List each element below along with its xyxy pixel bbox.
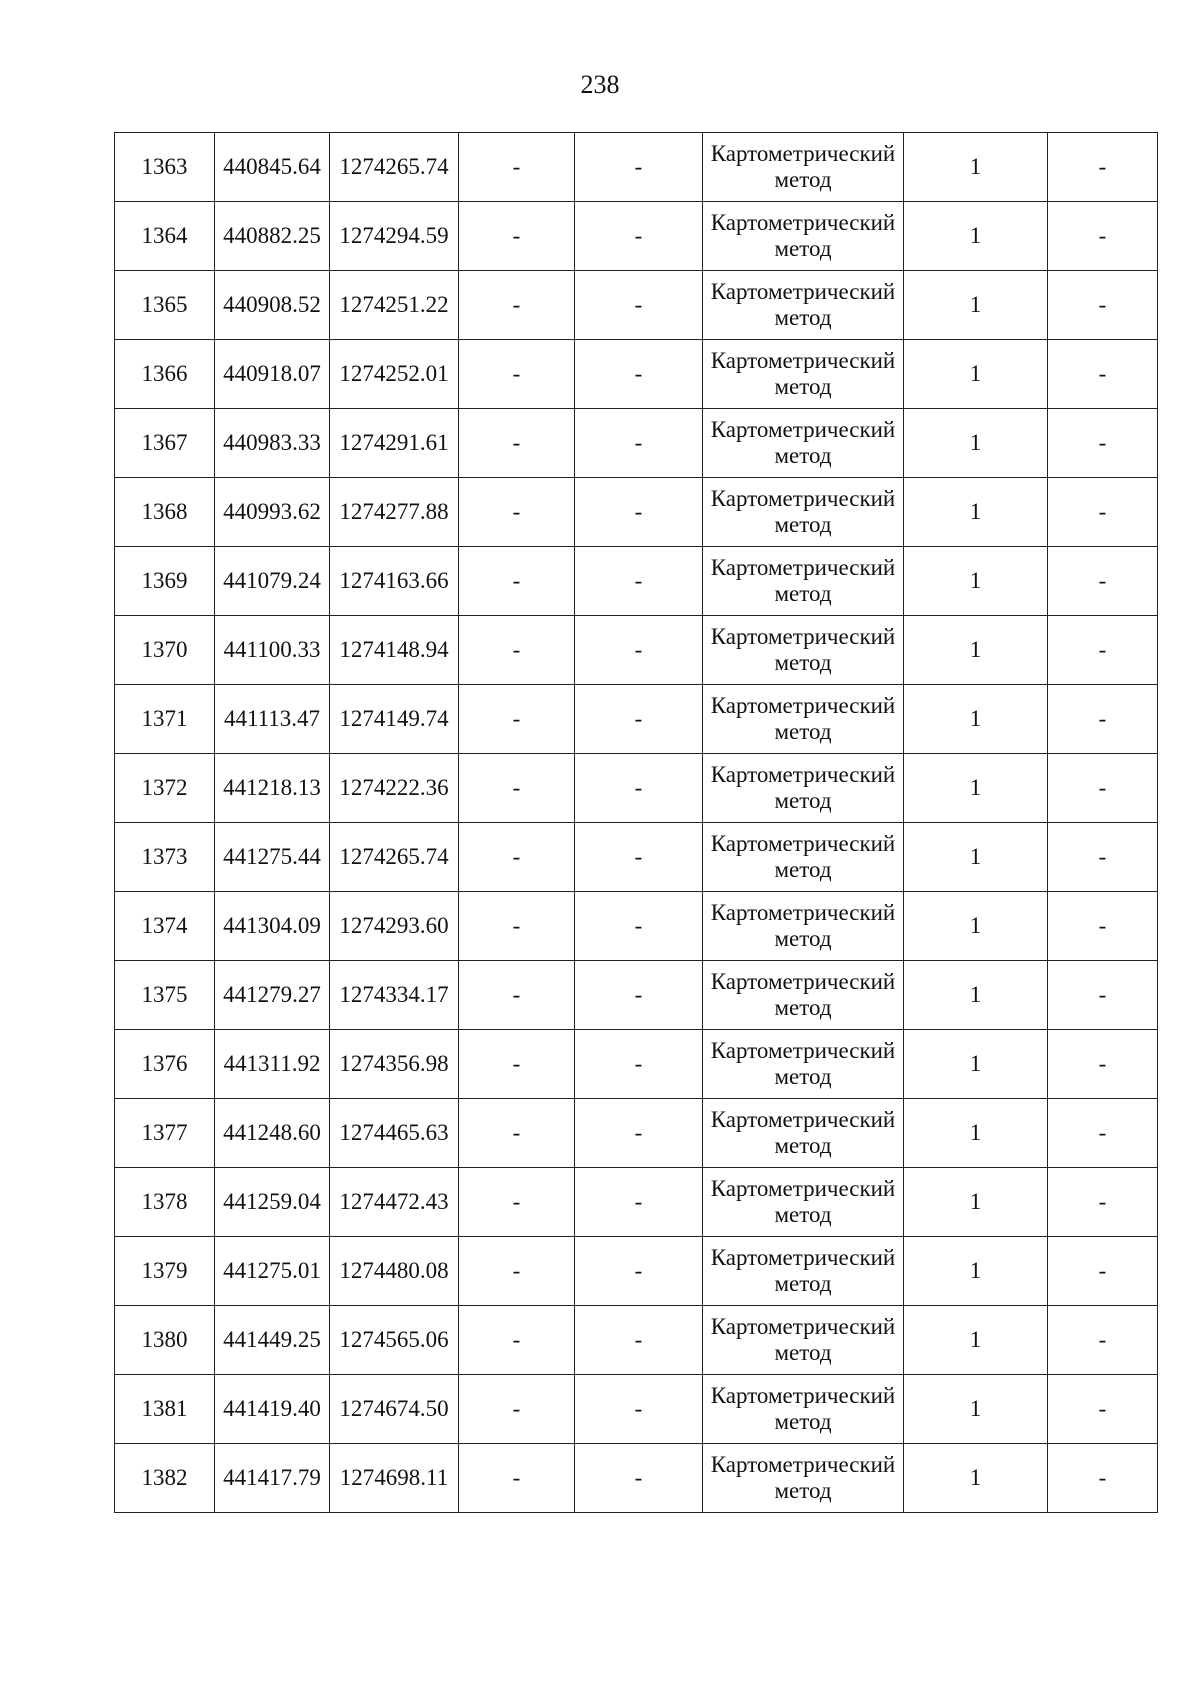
method-line-1: Картометрический [710,1452,896,1477]
method-line-2: метод [774,443,832,468]
method-line-1: Картометрический [710,1383,896,1408]
table-row [115,685,1158,754]
method-cell [703,1030,904,1099]
method-line-2: метод [774,374,832,399]
point-number-cell: 1364 [115,202,215,271]
y-coordinate-cell: 1274277.88 [330,478,459,547]
page-number: 238 [580,70,620,99]
point-number-cell: 1382 [115,1444,215,1513]
method-cell [703,961,904,1030]
column-4-cell: - [459,892,575,961]
column-7-cell: 1 [904,1099,1048,1168]
column-5-cell: - [575,340,703,409]
column-7-cell: 1 [904,340,1048,409]
column-8-cell: - [1048,1168,1158,1237]
point-number-cell: 1368 [115,478,215,547]
point-number-cell: 1366 [115,340,215,409]
method-line-1: Картометрический [710,762,896,787]
x-coordinate-cell: 441248.60 [215,1099,330,1168]
method-cell [703,547,904,616]
point-number-cell: 1371 [115,685,215,754]
method-line-2: метод [774,512,832,537]
x-coordinate-cell: 441100.33 [215,616,330,685]
method-cell [703,685,904,754]
table-row [115,133,1158,202]
column-5-cell: - [575,133,703,202]
method-line-1: Картометрический [710,417,896,442]
column-7-cell: 1 [904,961,1048,1030]
method-line-2: метод [774,650,832,675]
column-4-cell: - [459,340,575,409]
y-coordinate-cell: 1274265.74 [330,133,459,202]
column-7-cell: 1 [904,685,1048,754]
method-line-2: метод [774,1409,832,1434]
x-coordinate-cell: 441311.92 [215,1030,330,1099]
point-number-cell: 1378 [115,1168,215,1237]
y-coordinate-cell: 1274251.22 [330,271,459,340]
x-coordinate-cell: 440845.64 [215,133,330,202]
x-coordinate-cell: 441259.04 [215,1168,330,1237]
column-4-cell: - [459,1375,575,1444]
column-8-cell: - [1048,1237,1158,1306]
method-line-2: метод [774,1133,832,1158]
column-7-cell: 1 [904,1168,1048,1237]
method-cell [703,1237,904,1306]
table-row [115,1444,1158,1513]
x-coordinate-cell: 440983.33 [215,409,330,478]
column-7-cell: 1 [904,271,1048,340]
x-coordinate-cell: 441419.40 [215,1375,330,1444]
column-4-cell: - [459,1168,575,1237]
method-cell [703,1168,904,1237]
column-4-cell: - [459,823,575,892]
x-coordinate-cell: 441275.01 [215,1237,330,1306]
method-line-2: метод [774,1064,832,1089]
table-row [115,1375,1158,1444]
y-coordinate-cell: 1274265.74 [330,823,459,892]
column-4-cell: - [459,478,575,547]
point-number-cell: 1374 [115,892,215,961]
column-4-cell: - [459,685,575,754]
method-line-2: метод [774,1271,832,1296]
column-5-cell: - [575,892,703,961]
y-coordinate-cell: 1274149.74 [330,685,459,754]
method-cell [703,409,904,478]
y-coordinate-cell: 1274294.59 [330,202,459,271]
column-8-cell: - [1048,1030,1158,1099]
table-row [115,616,1158,685]
column-8-cell: - [1048,1306,1158,1375]
column-7-cell: 1 [904,1375,1048,1444]
table-row [115,340,1158,409]
column-8-cell: - [1048,1375,1158,1444]
column-4-cell: - [459,409,575,478]
method-line-2: метод [774,719,832,744]
x-coordinate-cell: 441275.44 [215,823,330,892]
method-line-1: Картометрический [710,141,896,166]
column-5-cell: - [575,547,703,616]
column-5-cell: - [575,685,703,754]
table-row [115,202,1158,271]
method-line-2: метод [774,995,832,1020]
y-coordinate-cell: 1274565.06 [330,1306,459,1375]
column-7-cell: 1 [904,547,1048,616]
column-7-cell: 1 [904,202,1048,271]
method-line-1: Картометрический [710,693,896,718]
column-5-cell: - [575,478,703,547]
column-4-cell: - [459,616,575,685]
y-coordinate-cell: 1274480.08 [330,1237,459,1306]
method-cell [703,202,904,271]
method-line-1: Картометрический [710,831,896,856]
method-cell [703,754,904,823]
column-8-cell: - [1048,478,1158,547]
column-8-cell: - [1048,409,1158,478]
method-line-2: метод [774,1202,832,1227]
column-5-cell: - [575,271,703,340]
column-4-cell: - [459,1306,575,1375]
table-row [115,409,1158,478]
table-row [115,478,1158,547]
table-row [115,1237,1158,1306]
column-5-cell: - [575,1030,703,1099]
x-coordinate-cell: 440918.07 [215,340,330,409]
column-7-cell: 1 [904,478,1048,547]
method-line-2: метод [774,857,832,882]
column-4-cell: - [459,133,575,202]
method-line-1: Картометрический [710,1176,896,1201]
method-cell [703,1099,904,1168]
column-5-cell: - [575,1375,703,1444]
table-row [115,1168,1158,1237]
method-line-1: Картометрический [710,1038,896,1063]
method-line-2: метод [774,581,832,606]
x-coordinate-cell: 440993.62 [215,478,330,547]
x-coordinate-cell: 441417.79 [215,1444,330,1513]
method-line-2: метод [774,1478,832,1503]
coordinates-table [114,132,1158,1513]
column-8-cell: - [1048,754,1158,823]
x-coordinate-cell: 441218.13 [215,754,330,823]
method-cell [703,823,904,892]
column-5-cell: - [575,1444,703,1513]
method-cell [703,892,904,961]
x-coordinate-cell: 440882.25 [215,202,330,271]
y-coordinate-cell: 1274698.11 [330,1444,459,1513]
x-coordinate-cell: 441449.25 [215,1306,330,1375]
point-number-cell: 1372 [115,754,215,823]
column-7-cell: 1 [904,409,1048,478]
method-line-1: Картометрический [710,486,896,511]
y-coordinate-cell: 1274674.50 [330,1375,459,1444]
column-4-cell: - [459,1030,575,1099]
method-cell [703,616,904,685]
column-5-cell: - [575,1099,703,1168]
column-5-cell: - [575,961,703,1030]
column-8-cell: - [1048,133,1158,202]
column-8-cell: - [1048,340,1158,409]
point-number-cell: 1377 [115,1099,215,1168]
table-row [115,823,1158,892]
method-line-1: Картометрический [710,624,896,649]
method-line-1: Картометрический [710,348,896,373]
method-cell [703,271,904,340]
y-coordinate-cell: 1274222.36 [330,754,459,823]
y-coordinate-cell: 1274293.60 [330,892,459,961]
column-7-cell: 1 [904,1237,1048,1306]
column-5-cell: - [575,1237,703,1306]
column-8-cell: - [1048,616,1158,685]
column-4-cell: - [459,1237,575,1306]
point-number-cell: 1376 [115,1030,215,1099]
method-line-1: Картометрический [710,900,896,925]
column-7-cell: 1 [904,823,1048,892]
y-coordinate-cell: 1274252.01 [330,340,459,409]
point-number-cell: 1367 [115,409,215,478]
method-cell [703,133,904,202]
column-5-cell: - [575,1168,703,1237]
method-line-1: Картометрический [710,1245,896,1270]
column-8-cell: - [1048,547,1158,616]
column-8-cell: - [1048,202,1158,271]
method-line-1: Картометрический [710,1107,896,1132]
method-line-2: метод [774,167,832,192]
column-7-cell: 1 [904,754,1048,823]
method-line-2: метод [774,305,832,330]
column-7-cell: 1 [904,1030,1048,1099]
x-coordinate-cell: 441279.27 [215,961,330,1030]
x-coordinate-cell: 440908.52 [215,271,330,340]
column-8-cell: - [1048,823,1158,892]
table-row [115,1099,1158,1168]
method-cell [703,478,904,547]
method-cell [703,1444,904,1513]
column-7-cell: 1 [904,892,1048,961]
column-7-cell: 1 [904,1444,1048,1513]
column-5-cell: - [575,202,703,271]
column-4-cell: - [459,1444,575,1513]
method-line-2: метод [774,1340,832,1365]
column-4-cell: - [459,754,575,823]
method-line-2: метод [774,236,832,261]
column-8-cell: - [1048,1444,1158,1513]
y-coordinate-cell: 1274163.66 [330,547,459,616]
column-4-cell: - [459,547,575,616]
column-5-cell: - [575,409,703,478]
table-body [115,133,1158,1513]
point-number-cell: 1370 [115,616,215,685]
column-7-cell: 1 [904,1306,1048,1375]
method-cell [703,1306,904,1375]
point-number-cell: 1381 [115,1375,215,1444]
y-coordinate-cell: 1274291.61 [330,409,459,478]
point-number-cell: 1365 [115,271,215,340]
point-number-cell: 1379 [115,1237,215,1306]
column-5-cell: - [575,1306,703,1375]
point-number-cell: 1363 [115,133,215,202]
table-row [115,1306,1158,1375]
table-row [115,1030,1158,1099]
method-cell [703,1375,904,1444]
column-4-cell: - [459,961,575,1030]
table-row [115,754,1158,823]
y-coordinate-cell: 1274356.98 [330,1030,459,1099]
point-number-cell: 1375 [115,961,215,1030]
column-5-cell: - [575,823,703,892]
x-coordinate-cell: 441079.24 [215,547,330,616]
table-row [115,547,1158,616]
method-line-2: метод [774,926,832,951]
method-line-1: Картометрический [710,210,896,235]
method-line-1: Картометрический [710,555,896,580]
column-5-cell: - [575,616,703,685]
point-number-cell: 1373 [115,823,215,892]
point-number-cell: 1380 [115,1306,215,1375]
y-coordinate-cell: 1274472.43 [330,1168,459,1237]
x-coordinate-cell: 441304.09 [215,892,330,961]
column-4-cell: - [459,1099,575,1168]
y-coordinate-cell: 1274334.17 [330,961,459,1030]
method-line-1: Картометрический [710,1314,896,1339]
column-4-cell: - [459,202,575,271]
column-8-cell: - [1048,1099,1158,1168]
column-8-cell: - [1048,961,1158,1030]
column-5-cell: - [575,754,703,823]
table-row [115,892,1158,961]
y-coordinate-cell: 1274148.94 [330,616,459,685]
table-row [115,961,1158,1030]
column-8-cell: - [1048,892,1158,961]
point-number-cell: 1369 [115,547,215,616]
column-4-cell: - [459,271,575,340]
column-7-cell: 1 [904,616,1048,685]
column-8-cell: - [1048,685,1158,754]
method-line-1: Картометрический [710,969,896,994]
column-7-cell: 1 [904,133,1048,202]
y-coordinate-cell: 1274465.63 [330,1099,459,1168]
method-cell [703,340,904,409]
method-line-2: метод [774,788,832,813]
x-coordinate-cell: 441113.47 [215,685,330,754]
method-line-1: Картометрический [710,279,896,304]
column-8-cell: - [1048,271,1158,340]
table-row [115,271,1158,340]
